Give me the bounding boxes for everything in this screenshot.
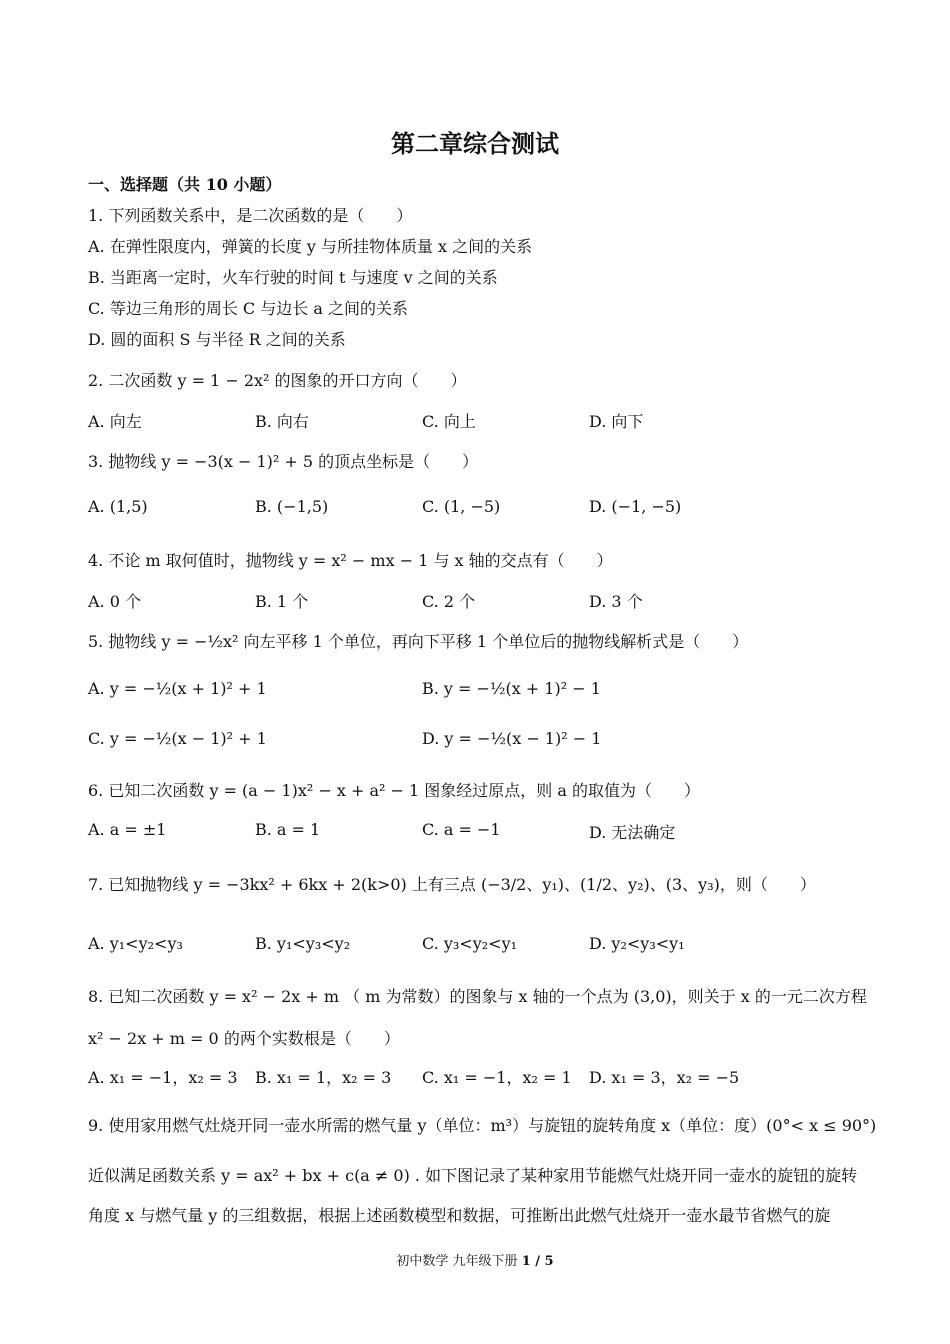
section-heading: 一、选择题（共 10 小题） <box>88 175 282 194</box>
q9-line2: 近似满足函数关系 y = ax² + bx + c(a ≠ 0) . 如下图记录了某种家用节能燃气灶烧开同一壶水的旋钮的旋转 <box>88 1166 858 1185</box>
q6-stem: 6. 已知二次函数 y = (a − 1)x² − x + a² − 1 图象经过原点，则 a 的取值为（ ） <box>88 781 700 800</box>
q4-option-d: D. 3 个 <box>589 592 643 611</box>
q9-line1: 9. 使用家用燃气灶烧开同一壶水所需的燃气量 y（单位：m³）与旋钮的旋转角度 x（单位：度）(0°< x ≤ 90°) <box>88 1116 877 1135</box>
q1-option-b: B. 当距离一定时，火车行驶的时间 t 与速度 v 之间的关系 <box>88 268 498 287</box>
q3-option-a: A. (1,5) <box>88 497 148 516</box>
q5-option-d: D. y = −½(x − 1)² − 1 <box>422 729 602 748</box>
q8-option-b: B. x₁ = 1，x₂ = 3 <box>255 1068 392 1087</box>
q9-line3: 角度 x 与燃气量 y 的三组数据，根据上述函数模型和数据，可推断出此燃气灶烧开一壶水最节省燃气的旋 <box>88 1206 831 1225</box>
q6-option-c: C. a = −1 <box>422 820 501 839</box>
q7-option-a: A. y₁<y₂<y₃ <box>88 934 183 953</box>
q6-option-d: D. 无法确定 <box>589 823 676 842</box>
q7-option-b: B. y₁<y₃<y₂ <box>255 934 351 953</box>
q6-option-b: B. a = 1 <box>255 820 321 839</box>
q8-stem-line2: x² − 2x + m = 0 的两个实数根是（ ） <box>88 1029 400 1048</box>
q8-option-d: D. x₁ = 3，x₂ = −5 <box>589 1068 740 1087</box>
q3-stem: 3. 抛物线 y = −3(x − 1)² + 5 的顶点坐标是（ ） <box>88 452 479 471</box>
q8-option-a: A. x₁ = −1，x₂ = 3 <box>88 1068 238 1087</box>
q6-option-a: A. a = ±1 <box>88 820 167 839</box>
q1-option-a: A. 在弹性限度内，弹簧的长度 y 与所挂物体质量 x 之间的关系 <box>88 237 533 256</box>
q1-stem: 1. 下列函数关系中，是二次函数的是（ ） <box>88 206 413 225</box>
q1-option-c: C. 等边三角形的周长 C 与边长 a 之间的关系 <box>88 299 408 318</box>
q2-option-c: C. 向上 <box>422 412 476 431</box>
q4-option-a: A. 0 个 <box>88 592 141 611</box>
q5-option-b: B. y = −½(x + 1)² − 1 <box>422 679 601 698</box>
q3-option-b: B. (−1,5) <box>255 497 329 516</box>
footer-text: 初中数学 九年级下册 <box>396 1254 522 1269</box>
q7-option-c: C. y₃<y₂<y₁ <box>422 934 518 953</box>
q7-stem: 7. 已知抛物线 y = −3kx² + 6kx + 2(k>0) 上有三点 (−3/2、y₁)、(1/2、y₂)、(3、y₃)，则（ ） <box>88 875 816 894</box>
q8-option-c: C. x₁ = −1，x₂ = 1 <box>422 1068 572 1087</box>
page-title: 第二章综合测试 <box>391 129 559 158</box>
q8-stem-line1: 8. 已知二次函数 y = x² − 2x + m （ m 为常数）的图象与 x 轴的一个点为 (3,0)，则关于 x 的一元二次方程 <box>88 987 867 1006</box>
q2-option-a: A. 向左 <box>88 412 142 431</box>
q4-option-c: C. 2 个 <box>422 592 476 611</box>
q7-option-d: D. y₂<y₃<y₁ <box>589 934 685 953</box>
q3-option-d: D. (−1, −5) <box>589 497 682 516</box>
q4-option-b: B. 1 个 <box>255 592 309 611</box>
q3-option-c: C. (1, −5) <box>422 497 501 516</box>
q2-option-d: D. 向下 <box>589 412 644 431</box>
q1-option-d: D. 圆的面积 S 与半径 R 之间的关系 <box>88 330 346 349</box>
q5-option-c: C. y = −½(x − 1)² + 1 <box>88 729 267 748</box>
q5-stem: 5. 抛物线 y = −½x² 向左平移 1 个单位，再向下平移 1 个单位后的抛物线解析式是（ ） <box>88 632 749 651</box>
q2-option-b: B. 向右 <box>255 412 309 431</box>
q4-stem: 4. 不论 m 取何值时，抛物线 y = x² − mx − 1 与 x 轴的交点有（ ） <box>88 551 613 570</box>
page-footer <box>0 1250 950 1269</box>
q2-stem: 2. 二次函数 y = 1 − 2x² 的图象的开口方向（ ） <box>88 371 467 390</box>
q5-option-a: A. y = −½(x + 1)² + 1 <box>88 679 267 698</box>
page-number: 1 / 5 <box>521 1254 554 1269</box>
